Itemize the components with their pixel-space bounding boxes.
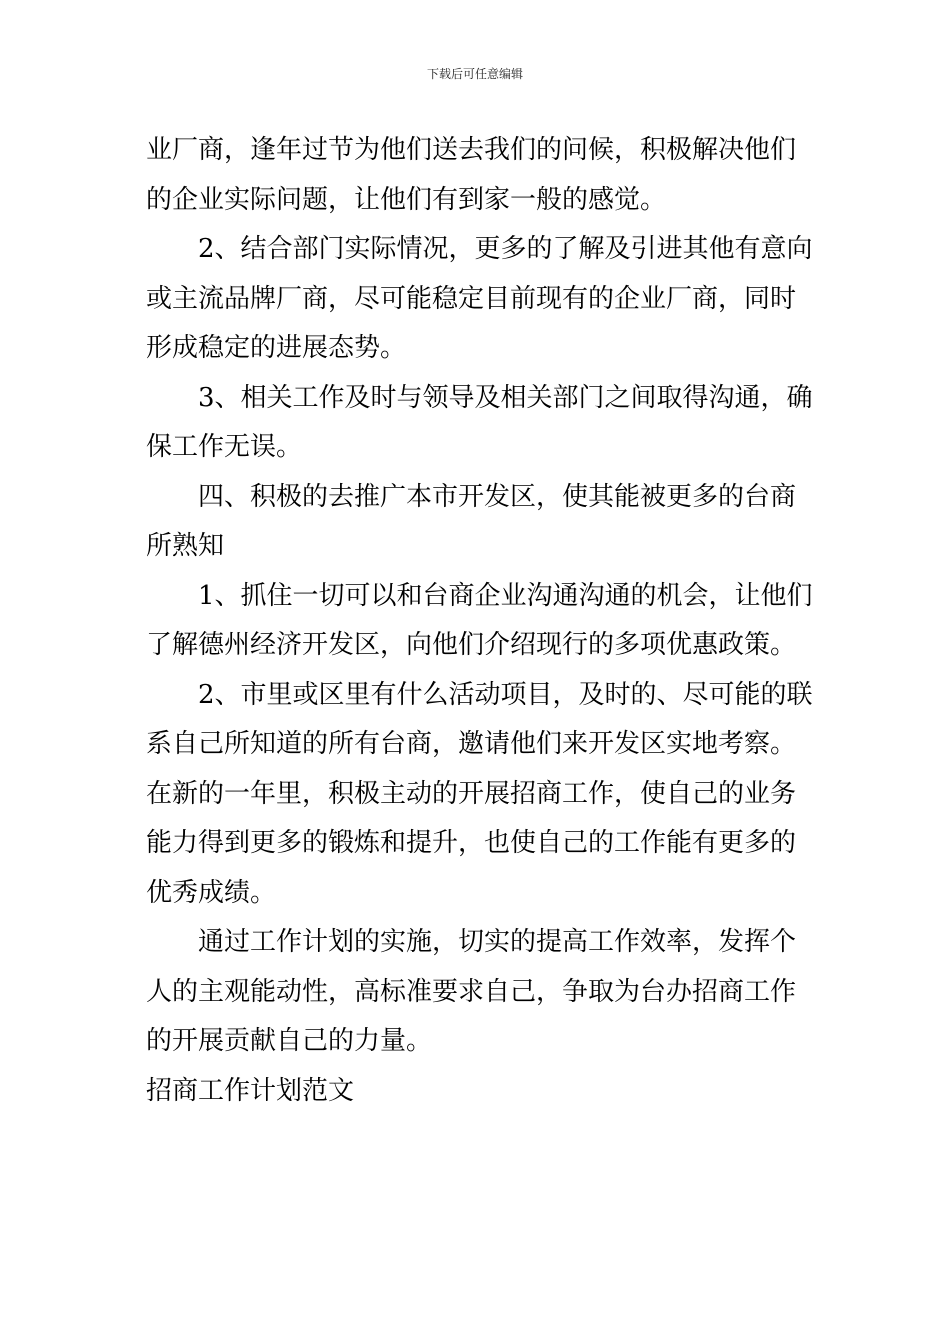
text-line: 所熟知	[146, 531, 225, 561]
document-body	[146, 126, 813, 1116]
text-line: 优秀成绩。	[146, 877, 277, 908]
paragraph	[146, 918, 808, 1067]
text-line: 1、抓住一切可以和台商企业沟通沟通的机会，让他们	[198, 580, 813, 611]
text-line: 通过工作计划的实施，切实的提高工作效率，发挥个	[198, 927, 797, 957]
text-line: 或主流品牌厂商，尽可能稳定目前现有的企业厂商，同时	[146, 283, 797, 314]
text-line: 的开展贡献自己的力量。	[146, 1026, 433, 1056]
text-line: 保工作无误。	[146, 432, 303, 462]
paragraph	[146, 671, 813, 919]
text-line: 业厂商，逢年过节为他们送去我们的问候，积极解决他们	[146, 135, 797, 165]
text-line: 能力得到更多的锻炼和提升，也使自己的工作能有更多的	[146, 828, 797, 858]
paragraph	[146, 225, 813, 374]
section-heading	[146, 473, 808, 572]
text-line: 在新的一年里，积极主动的开展招商工作，使自己的业务	[146, 778, 797, 809]
text-line: 四、积极的去推广本市开发区，使其能被更多的台商	[198, 481, 797, 512]
text-line: 了解德州经济开发区，向他们介绍现行的多项优惠政策。	[146, 630, 797, 660]
document-title	[146, 1067, 808, 1117]
text-line: 人的主观能动性，高标准要求自己，争取为台办招商工作	[146, 976, 797, 1007]
text-line: 形成稳定的进展态势。	[146, 333, 407, 363]
paragraph	[146, 572, 813, 671]
text-line: 的企业实际问题，让他们有到家一般的感觉。	[146, 184, 667, 215]
page-header-note: 下载后可任意编辑	[426, 67, 523, 81]
text-line: 系自己所知道的所有台商，邀请他们来开发区实地考察。	[146, 729, 797, 759]
text-line: 2、结合部门实际情况，更多的了解及引进其他有意向	[198, 234, 813, 264]
paragraph	[146, 126, 808, 225]
text-line: 招商工作计划范文	[146, 1075, 355, 1106]
text-line: 2、市里或区里有什么活动项目，及时的、尽可能的联	[198, 679, 813, 710]
paragraph	[146, 374, 813, 473]
text-line: 3、相关工作及时与领导及相关部门之间取得沟通，确	[198, 382, 813, 413]
